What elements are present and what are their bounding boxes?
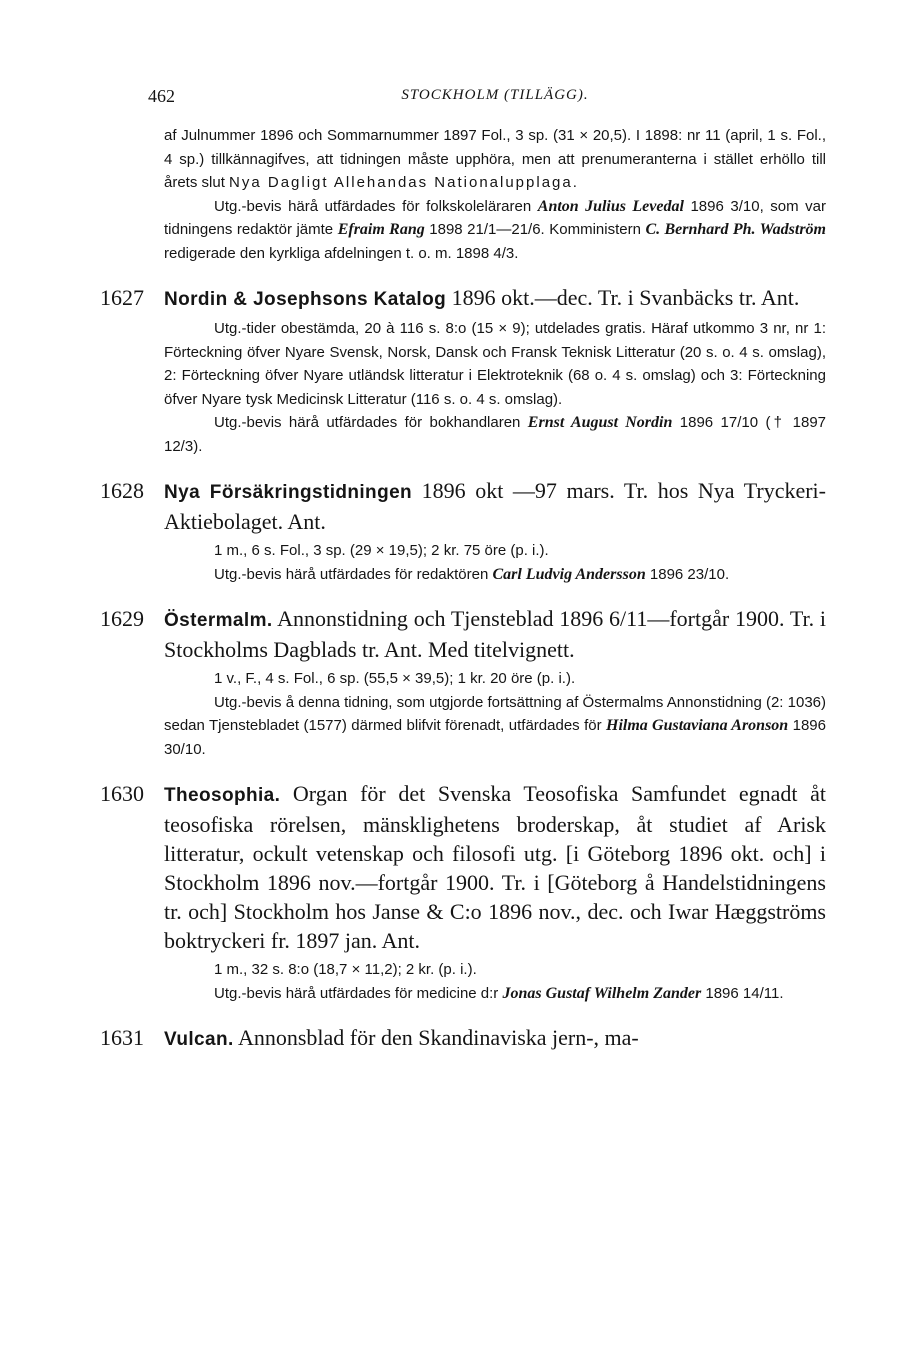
continuation-text: af Julnummer 1896 och Sommarnummer 1897 Fol., 3 sp. (31 × 20,5). I 1898: nr 11 (april, 1 s. Fol., 4 sp.) tillkännagifves, att tidningen måste upphöra, men att prenumeranterna i stället erhöllo till årets slut — [164, 127, 826, 191]
entry-number: 1627 — [100, 285, 144, 310]
entry-title: Östermalm. — [164, 610, 273, 631]
cert-person-name: Ernst August Nordin — [527, 414, 673, 431]
entry-head-text: 1896 okt.—dec. Tr. i Svanbäcks tr. Ant. — [451, 285, 800, 310]
entry-certificate — [164, 691, 826, 762]
entry-certificate — [164, 411, 826, 458]
running-title: STOCKHOLM (TILLÄGG). — [401, 87, 589, 103]
entry-heading — [164, 476, 826, 536]
entry-details: Utg.-tider obestämda, 20 à 116 s. 8:o (15 × 9); utdelades gratis. Häraf utkommo 3 nr, nr 1: Förteckning öfver Nyare Svensk, Norsk, Dansk och Fransk Teknisk Litteratur (20 s. o. 4 s. omslag), 2: Förteckning öfver Nyare utländsk litteratur i Elektroteknik (68 o. 4 s. omslag) och 3: Förteckning öfver Nyare tysk Medicinsk Litteratur (116 s. o. 4 s. omslag). — [164, 320, 826, 408]
entry-head-text: Annonsblad för den Skandinaviska jern-, ma- — [237, 1025, 639, 1050]
entry-details: 1 m., 6 s. Fol., 3 sp. (29 × 19,5); 2 kr. 75 öre (p. i.). — [214, 542, 549, 559]
entry-title: Theosophia. — [164, 785, 281, 806]
page-number: 462 — [148, 86, 175, 106]
entry-heading — [164, 779, 826, 955]
page-body — [100, 124, 827, 1057]
cert-text: Utg.-bevis härå utfärdades för folkskoleläraren — [214, 197, 532, 215]
cert-person-name: Anton Julius Levedal — [537, 197, 684, 215]
cert-text: Utg.-bevis å denna tidning, som utgjorde fortsättning af Östermalms Annonstidning (2: 1036) sedan Tjenstebladet (1577) därmed blifvit förenadt, utfärdades för — [164, 693, 827, 734]
entry-certificate — [164, 982, 826, 1006]
entry-heading — [164, 1023, 826, 1054]
cert-text: redigerade den kyrkliga afdelningen t. o. m. 1898 4/3. — [164, 244, 519, 262]
cert-text: Utg.-bevis härå utfärdades för bokhandlaren — [214, 414, 521, 431]
continuation-certificate — [164, 195, 826, 266]
entry-details: 1 m., 32 s. 8:o (18,7 × 11,2); 2 kr. (p. i.). — [214, 961, 477, 978]
cert-text: Utg.-bevis härå utfärdades för redaktören — [214, 565, 489, 583]
entry-heading — [164, 283, 826, 314]
cert-person-name: Hilma Gustaviana Aronson — [606, 717, 789, 734]
cert-person-name: C. Bernhard Ph. Wadström — [645, 221, 827, 238]
entry-certificate — [164, 563, 826, 587]
entry-number: 1631 — [100, 1025, 144, 1050]
entry-number: 1629 — [100, 606, 144, 631]
entry-title: Nya Försäkringstidningen — [164, 482, 413, 503]
cert-text: Utg.-bevis härå utfärdades för medicine d:r — [214, 984, 499, 1002]
entry-head-text: Organ för det Svenska Teosofiska Samfundet egnadt åt teosofiska rörelsen, mänsklighetens broderskap, åt studiet af Arisk litteratur, ockult vetenskap och filosofi utg. [i Göteborg 1896 okt. och] i Stockholm 1896 nov.—fortgår 1900. Tr. i [Göteborg å Handelstidningens tr. och] Stockholm hos Janse & C:o 1896 nov., dec. och Iwar Hæggströms boktryckeri fr. 1897 jan. Ant. — [164, 781, 826, 953]
continuation-spaced-title: Nya Dagligt Allehandas Nationalupplaga. — [229, 174, 579, 191]
cert-person-name: Carl Ludvig Andersson — [492, 565, 646, 583]
catalog-entry — [100, 779, 826, 1005]
entry-heading — [164, 604, 826, 664]
cert-text: 1898 21/1—21/6. Komministern — [429, 221, 641, 238]
cert-text: 1896 14/11. — [705, 984, 784, 1002]
cert-person-name: Jonas Gustaf Wilhelm Zander — [502, 984, 702, 1002]
entry-number: 1630 — [100, 781, 144, 806]
entry-head-text: 1896 okt —97 mars. Tr. hos Nya Tryckeri-Aktiebolaget. Ant. — [164, 478, 826, 534]
catalog-entry — [100, 283, 827, 458]
continuation-paragraph — [164, 124, 826, 195]
cert-text: 1896 17/10 († 1897 12/3). — [164, 414, 827, 455]
cert-text: 1896 30/10. — [164, 717, 826, 758]
entry-title: Nordin & Josephsons Katalog — [164, 289, 447, 310]
entry-head-text: Annonstidning och Tjensteblad 1896 6/11—fortgår 1900. Tr. i Stockholms Dagblads tr. Ant. Med titelvignett. — [164, 606, 826, 662]
page-header — [148, 86, 826, 110]
cert-person-name: Efraim Rang — [337, 221, 425, 238]
cert-text: 1896 3/10, som var tidningens redaktör jämte — [164, 197, 827, 238]
entry-details: 1 v., F., 4 s. Fol., 6 sp. (55,5 × 39,5); 1 kr. 20 öre (p. i.). — [214, 670, 576, 687]
entry-title: Vulcan. — [164, 1029, 234, 1050]
catalog-entry — [100, 604, 827, 761]
catalog-entry — [100, 1023, 826, 1054]
cert-text: 1896 23/10. — [649, 565, 730, 583]
catalog-entry — [100, 476, 826, 586]
entry-number: 1628 — [100, 478, 144, 503]
